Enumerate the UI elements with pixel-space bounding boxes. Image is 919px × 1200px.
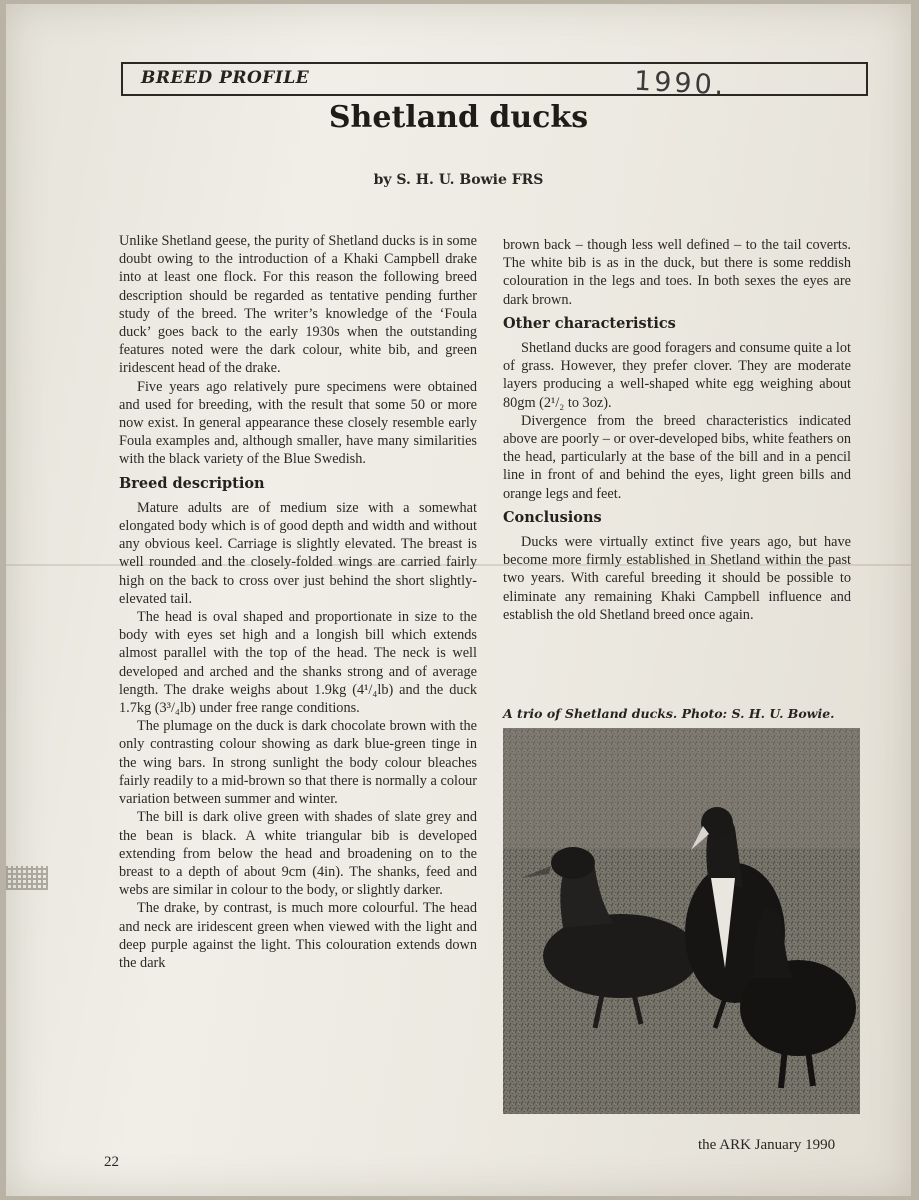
page-number: 22: [104, 1154, 119, 1170]
breed-profile-header-box: [121, 62, 868, 96]
ducks-photo: [503, 728, 860, 1114]
intro-paragraph-2: Five years ago relatively pure specimens were obtained and used for breeding, with the result that some 50 or more now exist. In general appearance these closely resemble early Foula examples and, although smaller, have many similarities with the black variety of the Blue Swedish.: [119, 378, 477, 468]
left-text-column: [119, 232, 477, 972]
handwritten-year-annotation: 1990.: [633, 65, 728, 102]
other-paragraph-1: Shetland ducks are good foragers and consume quite a lot of grass. However, they prefer clover. They are moderate layers producing a well-shaped white egg weighing about 80gm (2¹/₂ to 3oz).: [503, 340, 851, 411]
conclusions-paragraph: Ducks were virtually extinct five years ago, but have become more firmly established in Shetland within the past two years. With careful breeding it should be possible to eliminate any remaining Khaki Campbell influence and establish the old Shetland breed once again.: [503, 534, 851, 623]
article-byline: by S. H. U. Bowie FRS: [373, 172, 544, 188]
conclusions-heading: Conclusions: [503, 508, 602, 526]
article-title: Shetland ducks: [328, 100, 589, 135]
intro-paragraph-1: Unlike Shetland geese, the purity of Shetland ducks is in some doubt owing to the introduction of a Khaki Campbell drake into at least one flock. For this reason the following breed description should be regarded as tentative pending further study of the breed. The writer’s knowledge of the ‘Foula duck’ goes back to the early 1930s when the outstanding features noted were the dark colour, white bib, and green iridescent head of the drake.: [119, 233, 477, 377]
other-paragraph-2: Divergence from the breed characteristics indicated above are poorly – or over-developed bibs, white feathers on the head, particularly at the base of the bill and in a pencil line in front of and behind the eyes, light green bills and orange legs and feet.: [503, 412, 851, 502]
issue-footer: the ARK January 1990: [698, 1137, 836, 1153]
punch-hole-mark: [6, 866, 48, 890]
breed-paragraph-4: The bill is dark olive green with shades of slate grey and the bean is black. A white triangular bib is developed extending from below the head and broadening on to the breast to a depth of about 9cm (4in). The shanks, feed and webs are similar in colour to the body, or slightly darker.: [119, 809, 477, 899]
other-characteristics-heading: Other characteristics: [503, 314, 676, 332]
breed-paragraph-2: The head is oval shaped and proportionate in size to the body with eyes set high and a longish bill which extends almost parallel with the top of the head. The neck is well developed and arched and the shanks strong and of average length. The drake weighs about 1.9kg (4¹/₄lb) and the duck 1.7kg (3³/₄lb) under free range conditions.: [119, 609, 477, 717]
breed-paragraph-5: The drake, by contrast, is much more colourful. The head and neck are iridescent green when viewed with the light and deep purple against the light. This colouration extends down the dark: [119, 900, 477, 971]
breed-description-heading: Breed description: [119, 474, 265, 492]
breed-paragraph-1: Mature adults are of medium size with a somewhat elongated body which is of good depth and width and without any obvious keel. Carriage is slightly elevated. The breast is well rounded and the closely-folded wings are carried fairly high on the back to cross over just behind the short slightly-elevated tail.: [119, 499, 477, 607]
ducks-photo-illustration: [503, 728, 860, 1114]
continued-paragraph: brown back – though less well defined – to the tail coverts. The white bib is as in the duck, but there is some reddish colouration in the legs and toes. In both sexes the eyes are dark brown.: [503, 237, 851, 308]
photo-caption: A trio of Shetland ducks. Photo: S. H. U. Bowie.: [503, 706, 835, 721]
right-text-column: [503, 236, 851, 624]
magazine-page: [6, 4, 911, 1196]
section-kicker: BREED PROFILE: [141, 68, 310, 88]
breed-paragraph-3: The plumage on the duck is dark chocolate brown with the only contrasting colour showing as dark blue-green tinge in the wing bars. In strong sunlight the body colour bleaches fairly readily to a mid-brown so that there is normally a colour variation between summer and winter.: [119, 718, 477, 808]
